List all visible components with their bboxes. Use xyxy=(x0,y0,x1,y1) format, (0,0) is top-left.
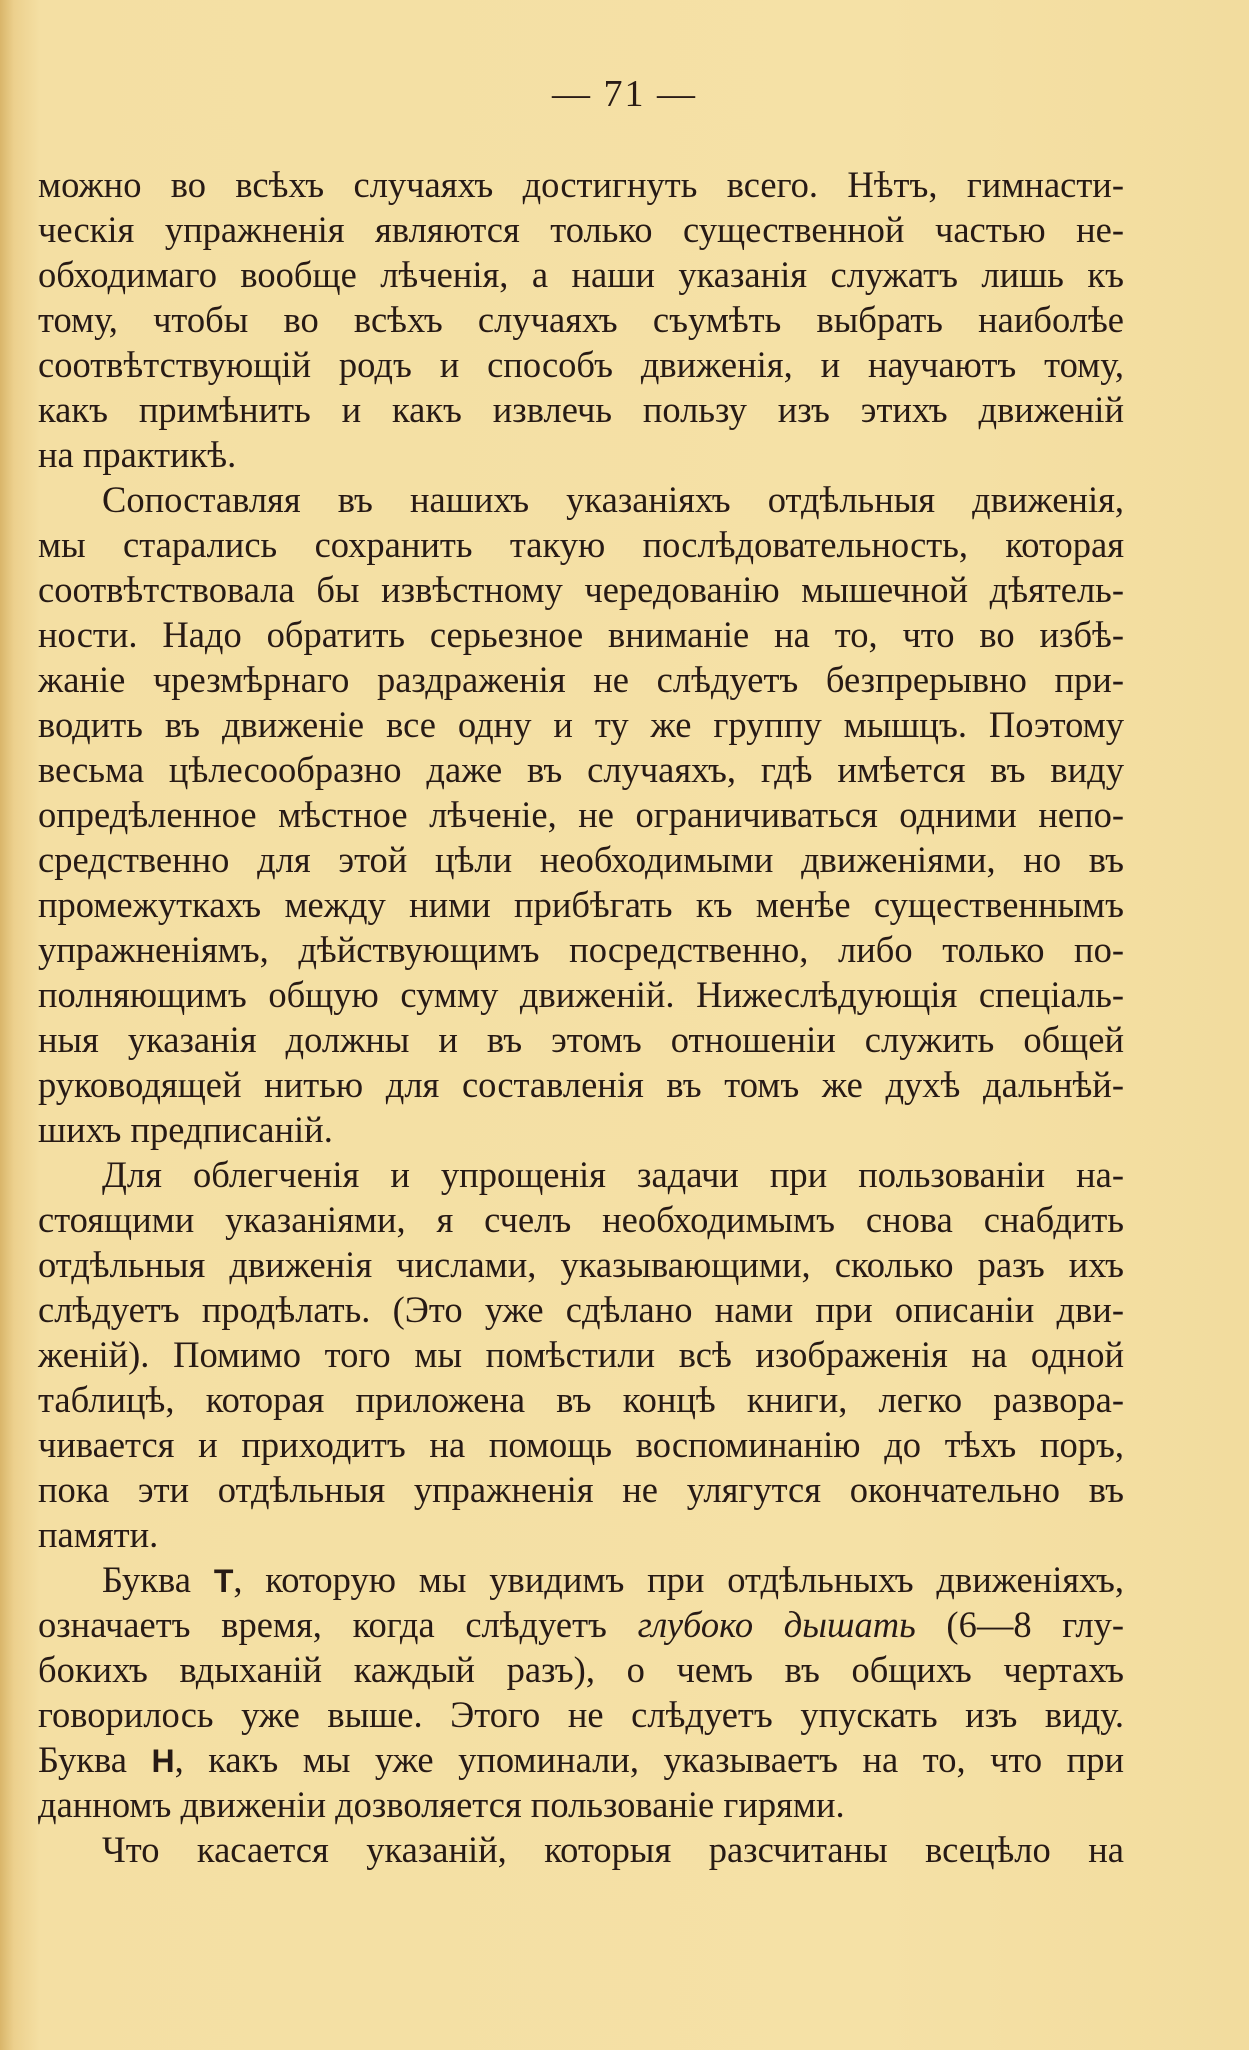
italic-emphasis: глубоко дышать xyxy=(637,1604,916,1645)
body-text xyxy=(38,162,1124,1872)
text-line: говорилось уже выше. Этого не слѣдуетъ упускать изъ виду. xyxy=(38,1694,1124,1735)
text-line: бокихъ вдыханій каждый разъ), о чемъ въ общихъ чертахъ xyxy=(38,1649,1124,1690)
text-line: мы старались сохранить такую послѣдовательность, которая xyxy=(38,524,1124,565)
text-line: памяти. xyxy=(38,1514,159,1555)
text-line: женій). Помимо того мы помѣстили всѣ изображенія на одной xyxy=(38,1334,1124,1375)
text-line: на практикѣ. xyxy=(38,434,237,475)
text-fragment: Буква xyxy=(38,1739,152,1780)
letter-h-symbol: Н xyxy=(151,1743,175,1779)
text-fragment: , какъ мы уже упоминали, указываетъ на то, что при xyxy=(174,1739,1124,1780)
text-line: соотвѣтствующій родъ и способъ движенія, и научаютъ тому, xyxy=(38,344,1124,385)
text-fragment: означаетъ время, когда слѣдуетъ xyxy=(38,1604,638,1645)
text-line: полняющимъ общую сумму движеній. Нижеслѣдующія спеціаль- xyxy=(38,974,1124,1015)
text-line xyxy=(38,1737,1124,1782)
text-fragment: (6—8 глу- xyxy=(915,1604,1124,1645)
text-line: отдѣльныя движенія числами, указывающими, сколько разъ ихъ xyxy=(38,1244,1124,1285)
text-line: какъ примѣнить и какъ извлечь пользу изъ этихъ движеній xyxy=(38,389,1124,430)
text-line: соотвѣтствовала бы извѣстному чередованію мышечной дѣятель- xyxy=(38,569,1124,610)
text-line: средственно для этой цѣли необходимыми движеніями, но въ xyxy=(38,839,1124,880)
text-line: чивается и приходитъ на помощь воспоминанію до тѣхъ поръ, xyxy=(38,1424,1124,1465)
text-line: Для облегченія и упрощенія задачи при пользованіи на- xyxy=(102,1154,1124,1195)
text-line: Что касается указаній, которыя разсчитаны всецѣло на xyxy=(102,1829,1124,1870)
text-line: промежуткахъ между ними прибѣгать къ менѣе существеннымъ xyxy=(38,884,1124,925)
text-line: слѣдуетъ продѣлать. (Это уже сдѣлано нами при описаніи дви- xyxy=(38,1289,1124,1330)
text-line xyxy=(38,1602,1124,1647)
text-line: ныя указанія должны и въ этомъ отношеніи служить общей xyxy=(38,1019,1124,1060)
text-line: можно во всѣхъ случаяхъ достигнуть всего. Нѣтъ, гимнасти- xyxy=(38,164,1124,205)
text-line: водить въ движеніе все одну и ту же группу мышцъ. Поэтому xyxy=(38,704,1124,745)
text-fragment: Буква xyxy=(102,1559,214,1600)
text-line: обходимаго вообще лѣченія, а наши указанія служатъ лишь къ xyxy=(38,254,1124,295)
text-line: весьма цѣлесообразно даже въ случаяхъ, гдѣ имѣется въ виду xyxy=(38,749,1124,790)
text-line: стоящими указаніями, я счелъ необходимымъ снова снабдить xyxy=(38,1199,1124,1240)
letter-t-symbol: Т xyxy=(213,1563,234,1599)
text-line xyxy=(38,1557,1124,1602)
text-line: упражненіямъ, дѣйствующимъ посредственно, либо только по- xyxy=(38,929,1124,970)
text-line: тому, чтобы во всѣхъ случаяхъ съумѣть выбрать наиболѣе xyxy=(38,299,1124,340)
text-line: таблицѣ, которая приложена въ концѣ книги, легко развора- xyxy=(38,1379,1124,1420)
text-line: данномъ движеніи дозволяется пользованіе гирями. xyxy=(38,1784,845,1825)
text-line: руководящей нитью для составленія въ томъ же духѣ дальнѣй- xyxy=(38,1064,1124,1105)
text-fragment: , которую мы увидимъ при отдѣльныхъ движеніяхъ, xyxy=(233,1559,1124,1600)
text-line: опредѣленное мѣстное лѣченіе, не ограничиваться одними непо- xyxy=(38,794,1124,835)
text-line: ности. Надо обратить серьезное вниманіе на то, что во избѣ- xyxy=(38,614,1124,655)
text-line: жаніе чрезмѣрнаго раздраженія не слѣдуетъ безпрерывно при- xyxy=(38,659,1124,700)
text-line: Сопоставляя въ нашихъ указаніяхъ отдѣльныя движенія, xyxy=(102,479,1124,520)
text-line: пока эти отдѣльныя упражненія не улягутся окончательно въ xyxy=(38,1469,1124,1510)
text-line: шихъ предписаній. xyxy=(38,1109,333,1150)
page-number: — 71 — xyxy=(552,73,697,115)
text-line: ческія упражненія являются только существенной частью не- xyxy=(38,209,1124,250)
